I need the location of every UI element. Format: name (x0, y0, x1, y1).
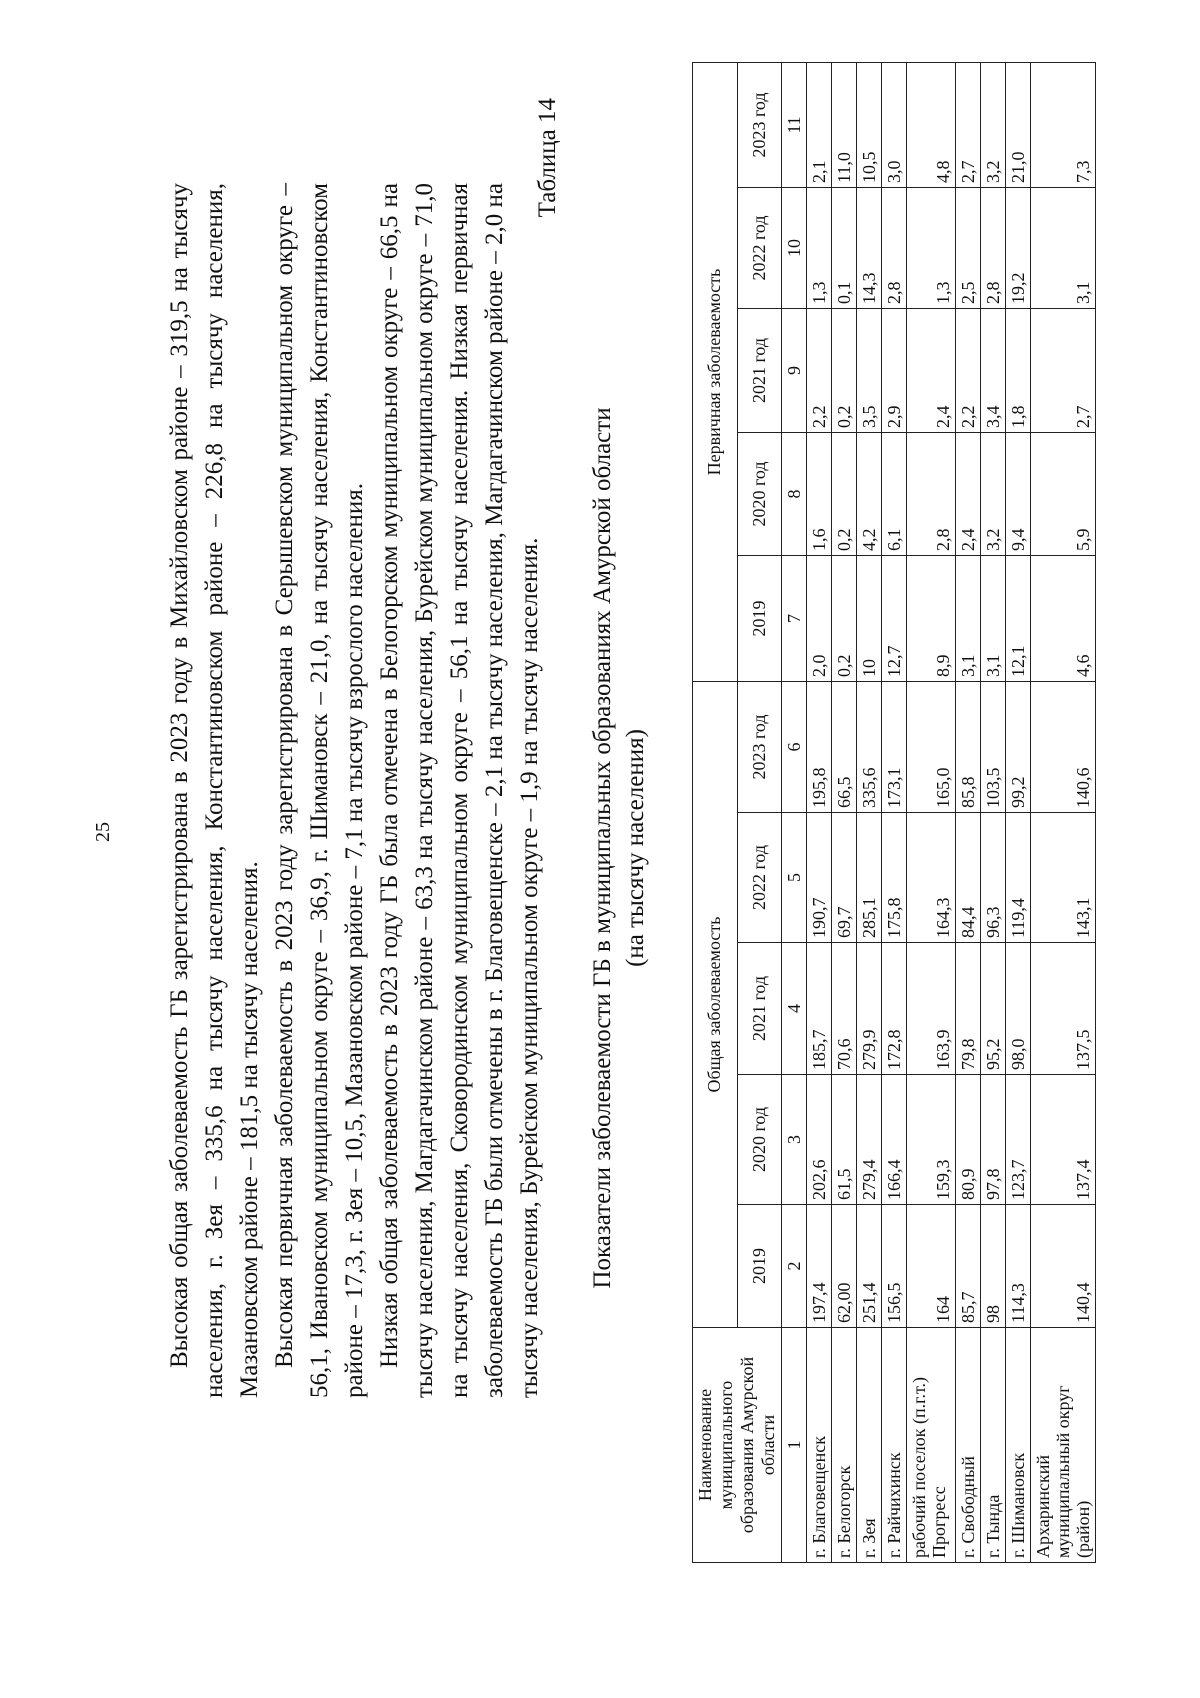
header-year: 2022 год (737, 813, 782, 943)
table-cell: 2,0 (807, 556, 832, 682)
table-cell: 9,4 (1006, 433, 1031, 556)
table-cell: 123,7 (1006, 1075, 1031, 1205)
table-cell: 1,8 (1006, 309, 1031, 433)
table-cell: 0,2 (832, 433, 857, 556)
municipality-name: Архаринский муниципальный округ (район) (1031, 1328, 1096, 1563)
table-cell: 190,7 (807, 813, 832, 943)
table-row (807, 62, 832, 1562)
municipality-name: г. Свободный (956, 1328, 981, 1563)
table-cell: 69,7 (832, 813, 857, 943)
table-cell: 99,2 (1006, 682, 1031, 813)
table-cell: 10 (857, 556, 882, 682)
table-cell: 175,8 (882, 813, 907, 943)
header-group-general: Общая заболеваемость (693, 682, 738, 1328)
table-cell: 2,5 (956, 188, 981, 309)
table-cell: 119,4 (1006, 813, 1031, 943)
table-cell: 4,6 (1031, 556, 1096, 682)
table-cell: 3,1 (981, 556, 1006, 682)
table-cell: 2,2 (956, 309, 981, 433)
table-cell: 1,3 (907, 188, 956, 309)
table-cell: 5,9 (1031, 433, 1096, 556)
header-group-row (693, 62, 738, 1562)
column-number: 10 (782, 188, 807, 309)
table-cell: 2,9 (882, 309, 907, 433)
table-cell: 4,2 (857, 433, 882, 556)
table-caption (586, 248, 652, 1448)
header-year: 2020 год (737, 433, 782, 556)
paragraph: Низкая общая заболеваемость в 2023 году ГБ была отмечена в Белогорском муниципальном округе – 66,5 на тысячу населения, Магдагачинском районе – 63,3 на тысячу населения, Бурейском муниципальном округе – 71,0 на тысячу населения, Сковородинском муниципальном округе – 56,1 на тысячу населения. Низкая первичная заболеваемость ГБ были отмечены в г. Благовещенске – 2,1 на тысячу населения, Магдагачинском районе – 2,0 на тысячу населения, Бурейском муниципальном округе – 1,9 на тысячу населения. (376, 183, 543, 1398)
table-row (1031, 62, 1096, 1562)
table-cell: 97,8 (981, 1075, 1006, 1205)
table-cell: 103,5 (981, 682, 1006, 813)
table-cell: 2,8 (907, 433, 956, 556)
table-label: Таблица 14 (534, 98, 561, 218)
table-cell: 164 (907, 1205, 956, 1328)
table-cell: 185,7 (807, 943, 832, 1075)
table-cell: 95,2 (981, 943, 1006, 1075)
morbidity-table (692, 62, 1096, 1563)
table-cell: 202,6 (807, 1075, 832, 1205)
table-cell: 251,4 (857, 1205, 882, 1328)
table-cell: 140,6 (1031, 682, 1096, 813)
municipality-name: рабочий поселок (п.г.т.) Прогресс (907, 1328, 956, 1563)
table-cell: 197,4 (807, 1205, 832, 1328)
table-cell: 19,2 (1006, 188, 1031, 309)
table-row (882, 62, 907, 1562)
column-number-row (782, 62, 807, 1562)
table-cell: 1,3 (807, 188, 832, 309)
table-row (857, 62, 882, 1562)
table-cell: 156,5 (882, 1205, 907, 1328)
municipality-name: г. Шимановск (1006, 1328, 1031, 1563)
table-cell: 3,2 (981, 433, 1006, 556)
municipality-name: г. Белогорск (832, 1328, 857, 1563)
header-group-primary: Первичная заболеваемость (693, 62, 738, 681)
municipality-name: г. Зея (857, 1328, 882, 1563)
table-cell: 166,4 (882, 1075, 907, 1205)
table-subtitle: (на тысячу населения) (622, 729, 649, 967)
column-number: 9 (782, 309, 807, 433)
table-cell: 165,0 (907, 682, 956, 813)
table-cell: 114,3 (1006, 1205, 1031, 1328)
column-number: 7 (782, 556, 807, 682)
table-cell: 96,3 (981, 813, 1006, 943)
table-cell: 10,5 (857, 62, 882, 187)
table-cell: 335,6 (857, 682, 882, 813)
column-number: 11 (782, 62, 807, 187)
table-cell: 85,7 (956, 1205, 981, 1328)
header-year: 2019 (737, 556, 782, 682)
table-head (693, 62, 782, 1562)
table-cell: 140,4 (1031, 1205, 1096, 1328)
municipality-name: г. Тында (981, 1328, 1006, 1563)
table-cell: 143,1 (1031, 813, 1096, 943)
table-cell: 1,6 (807, 433, 832, 556)
header-year: 2023 год (737, 62, 782, 187)
paragraph: Высокая общая заболеваемость ГБ зарегистрирована в 2023 году в Михайловском районе – 319,5 на тысячу населения, г. Зея – 335,6 на тысячу населения, Константиновском районе – 226,8 на тысячу населения, Мазановском районе – 181,5 на тысячу населения. (166, 183, 263, 1398)
table-row (956, 62, 981, 1562)
table-cell: 2,4 (956, 433, 981, 556)
table-cell: 0,1 (832, 188, 857, 309)
table-title: Показатели заболеваемости ГБ в муниципальных образованиях Амурской области (589, 407, 616, 1289)
column-number: 8 (782, 433, 807, 556)
paragraph: Высокая первичная заболеваемость в 2023 году зарегистрирована в Серышевском муниципальном округе – 56,1, Ивановском муниципальном округе – 36,9, г. Шимановск – 21,0, на тысячу населения, Константиновском районе – 17,3, г. Зея – 10,5, Мазановском районе – 7,1 на тысячу взрослого населения. (271, 183, 368, 1398)
header-year: 2022 год (737, 188, 782, 309)
table-cell: 2,8 (981, 188, 1006, 309)
table-cell: 2,4 (907, 309, 956, 433)
table-cell: 164,3 (907, 813, 956, 943)
table-cell: 3,5 (857, 309, 882, 433)
table-cell: 195,8 (807, 682, 832, 813)
table-cell: 3,2 (981, 62, 1006, 187)
table-cell: 79,8 (956, 943, 981, 1075)
table-cell: 62,00 (832, 1205, 857, 1328)
table-cell: 285,1 (857, 813, 882, 943)
table-cell: 3,4 (981, 309, 1006, 433)
table-cell: 2,2 (807, 309, 832, 433)
table-cell: 2,8 (882, 188, 907, 309)
table-cell: 66,5 (832, 682, 857, 813)
header-year: 2021 год (737, 943, 782, 1075)
table-cell: 98 (981, 1205, 1006, 1328)
header-year: 2021 год (737, 309, 782, 433)
column-number: 4 (782, 943, 807, 1075)
table-row (1006, 62, 1031, 1562)
header-year: 2020 год (737, 1075, 782, 1205)
table-cell: 12,1 (1006, 556, 1031, 682)
body-text (162, 183, 547, 1398)
table-cell: 98,0 (1006, 943, 1031, 1075)
table-cell: 7,3 (1031, 62, 1096, 187)
table-cell: 3,1 (1031, 188, 1096, 309)
table-cell: 61,5 (832, 1075, 857, 1205)
table-cell: 172,8 (882, 943, 907, 1075)
table-cell: 2,1 (807, 62, 832, 187)
table-cell: 173,1 (882, 682, 907, 813)
table-cell: 80,9 (956, 1075, 981, 1205)
table-cell: 0,2 (832, 309, 857, 433)
header-year: 2019 (737, 1205, 782, 1328)
table-cell: 84,4 (956, 813, 981, 943)
table-cell: 2,7 (956, 62, 981, 187)
column-number: 3 (782, 1075, 807, 1205)
municipality-name: г. Благовещенск (807, 1328, 832, 1563)
table-cell: 159,3 (907, 1075, 956, 1205)
header-year: 2023 год (737, 682, 782, 813)
table-cell: 6,1 (882, 433, 907, 556)
table-cell: 279,4 (857, 1075, 882, 1205)
table-cell: 279,9 (857, 943, 882, 1075)
table-cell: 3,1 (956, 556, 981, 682)
municipality-name: г. Райчихинск (882, 1328, 907, 1563)
table-cell: 11,0 (832, 62, 857, 187)
table-cell: 3,0 (882, 62, 907, 187)
table-cell: 4,8 (907, 62, 956, 187)
table-cell: 70,6 (832, 943, 857, 1075)
table-cell: 12,7 (882, 556, 907, 682)
table-cell: 8,9 (907, 556, 956, 682)
column-number: 6 (782, 682, 807, 813)
table-body (782, 62, 1096, 1562)
table-cell: 14,3 (857, 188, 882, 309)
table-cell: 163,9 (907, 943, 956, 1075)
table-cell: 21,0 (1006, 62, 1031, 187)
table-cell: 137,4 (1031, 1075, 1096, 1205)
table-cell: 2,7 (1031, 309, 1096, 433)
table-cell: 0,2 (832, 556, 857, 682)
header-name: Наименование муниципального образования Амурской области (693, 1328, 782, 1563)
column-number: 2 (782, 1205, 807, 1328)
page-number: 25 (92, 822, 114, 842)
table-row (907, 62, 956, 1562)
table-cell: 85,8 (956, 682, 981, 813)
table-row (981, 62, 1006, 1562)
table-cell: 137,5 (1031, 943, 1096, 1075)
table-row (832, 62, 857, 1562)
column-number: 1 (782, 1328, 807, 1563)
column-number: 5 (782, 813, 807, 943)
